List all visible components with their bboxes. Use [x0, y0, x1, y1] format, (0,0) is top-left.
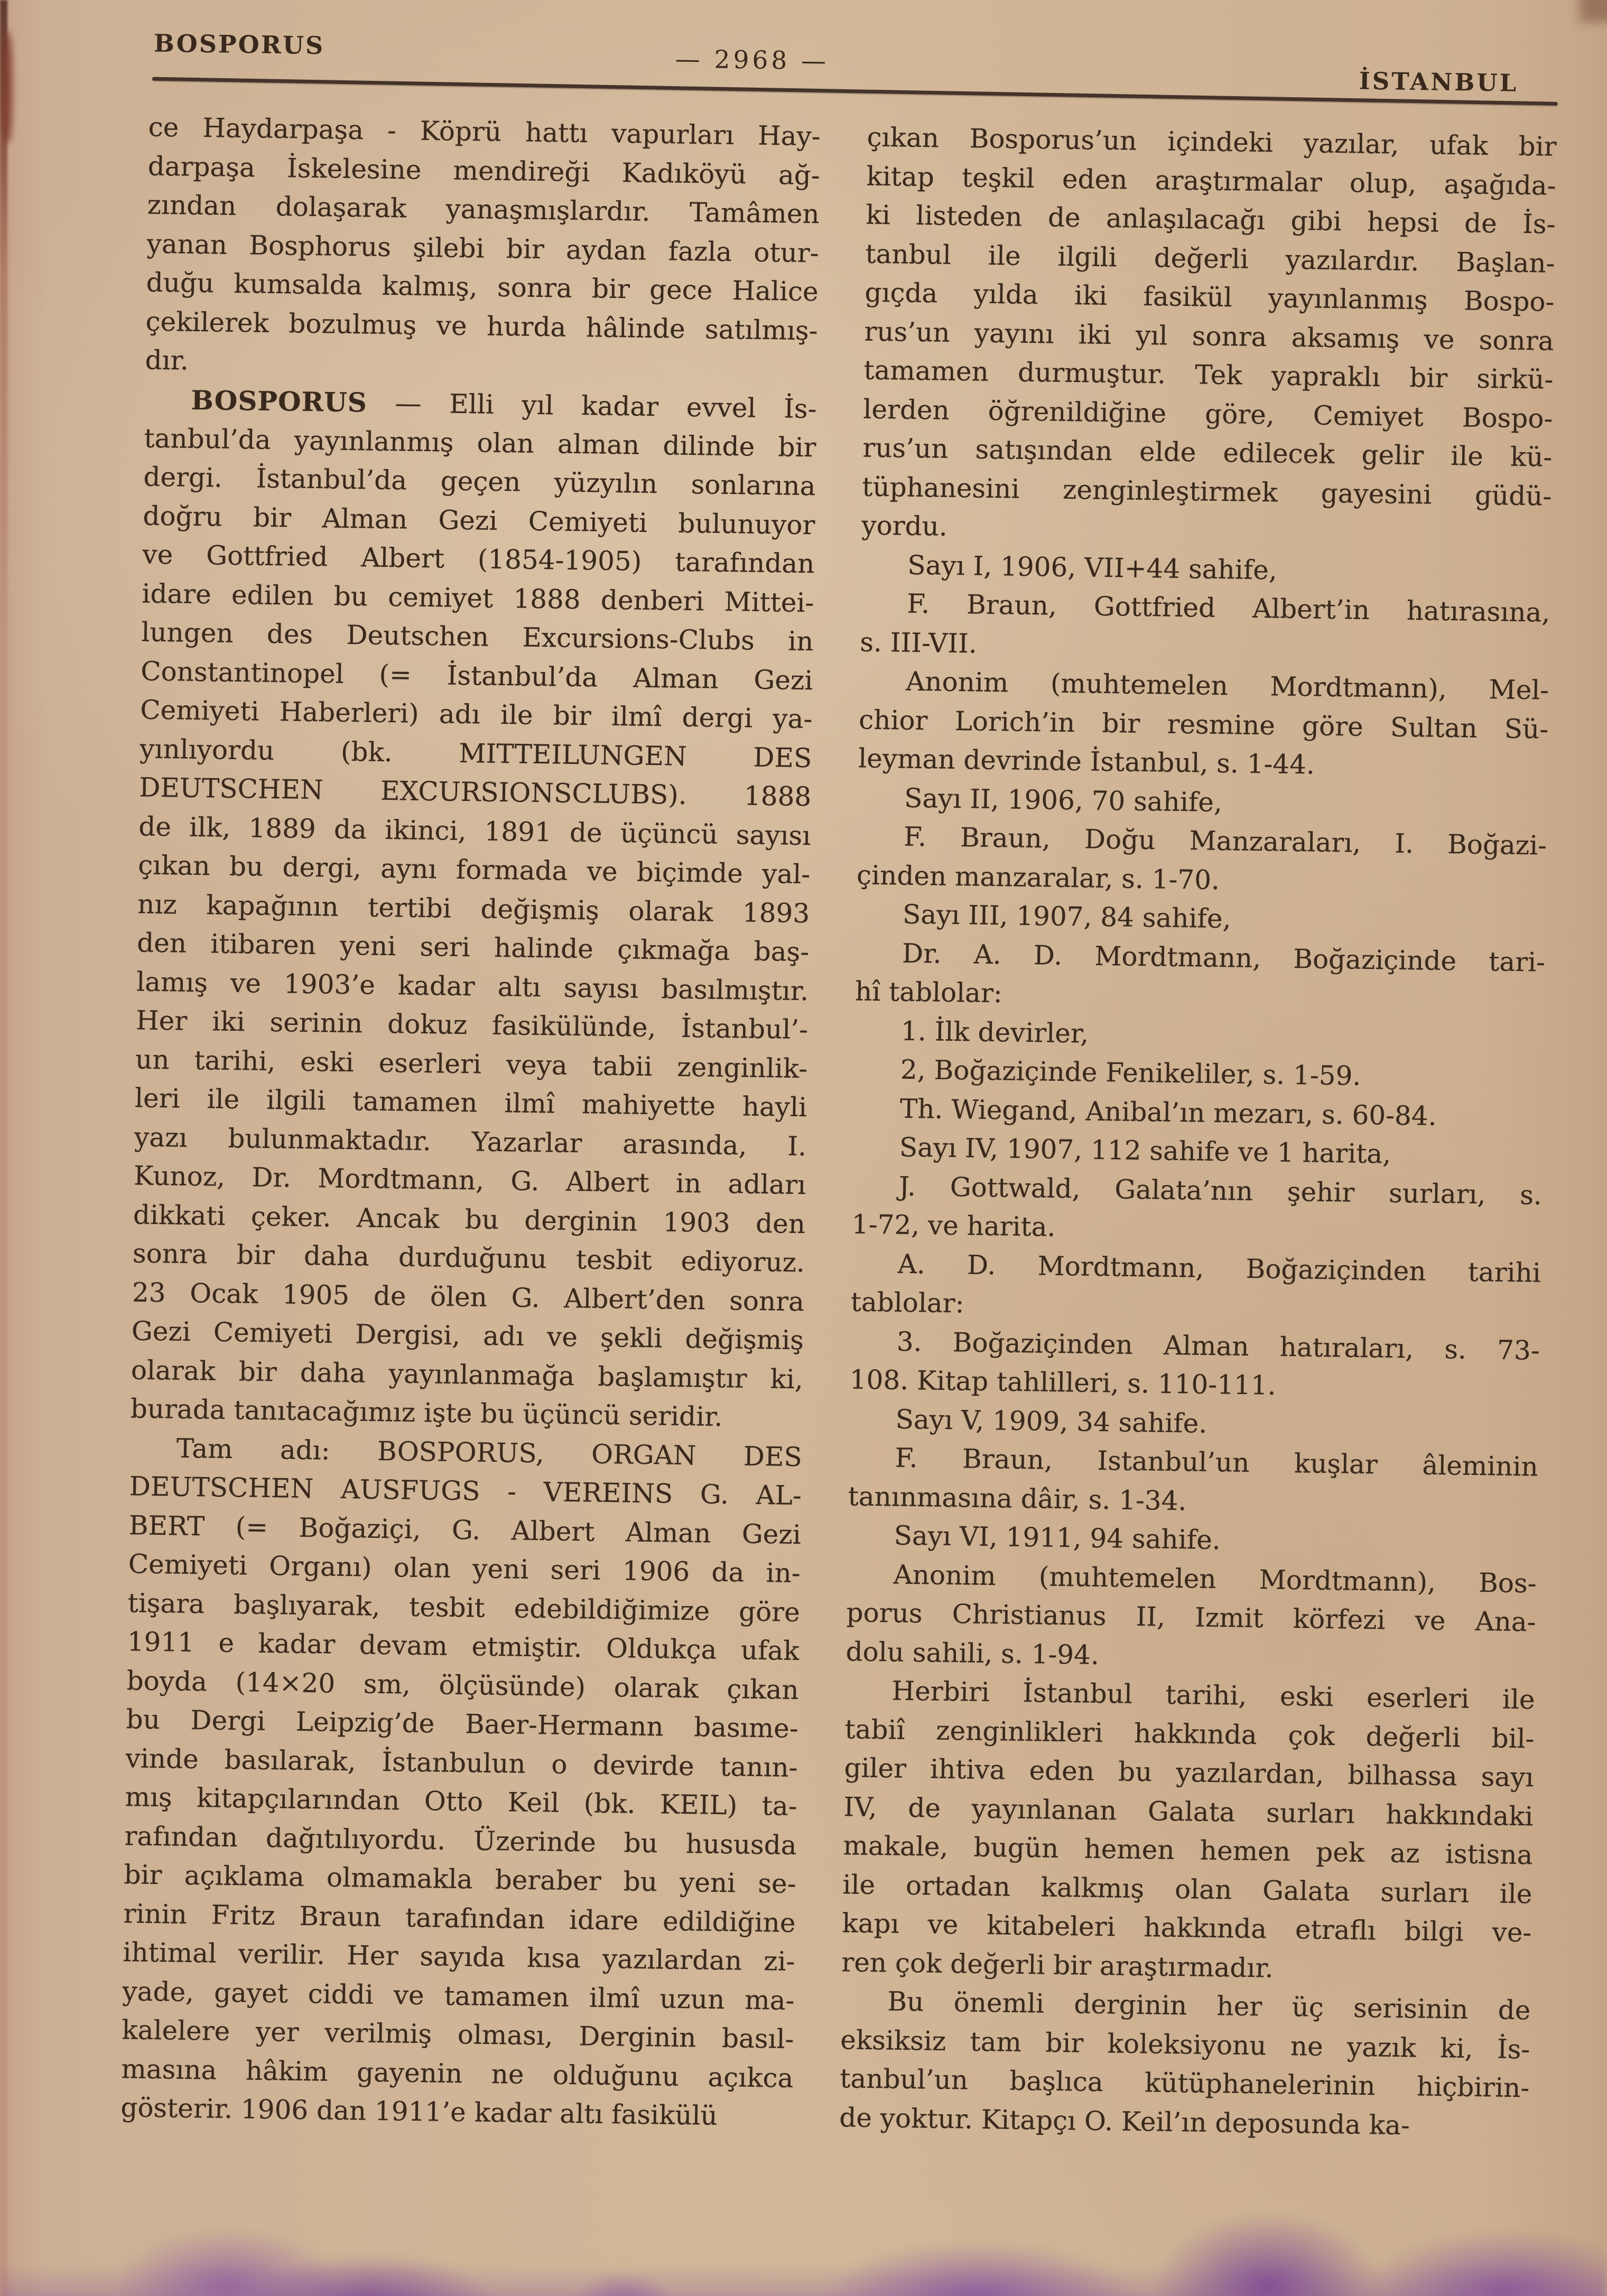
text-line: olarak bir daha yayınlanmağa başlamıştır ki,	[131, 1354, 804, 1395]
text-line: gıçda yılda iki fasikül yayınlanmış Bospo-	[865, 277, 1555, 318]
text-line: yanan Bosphorus şilebi bir aydan fazla otur-	[146, 228, 819, 268]
text-line: tişara başlıyarak, tesbit edebildiğimize göre	[127, 1587, 801, 1628]
text-line: bir açıklama olmamakla beraber bu yeni se-	[124, 1859, 796, 1899]
text-line: çekilerek bozulmuş ve hurda hâlinde satılmış-	[145, 306, 818, 346]
text-line: masına hâkim gayenin ne olduğunu açıkca	[121, 2053, 794, 2094]
text-line: ce Haydarpaşa - Köprü hattı vapurları Hay-	[148, 111, 821, 152]
text-line: tanbul’da yayınlanmış olan alman dilinde bir	[144, 422, 816, 463]
text-line: idare edilen bu cemiyet 1888 denberi Mittei-	[142, 577, 814, 618]
text-line: doğru bir Alman Gezi Cemiyeti bulunuyor	[143, 500, 815, 540]
text-line: Sayı II, 1906, 70 sahife,	[904, 782, 1223, 818]
column-left	[120, 108, 821, 2137]
text-line: Cemiyeti Organı) olan yeni seri 1906 da in-	[128, 1548, 801, 1589]
text-line: çıkan Bosporus’un içindeki yazılar, ufak bir	[867, 122, 1557, 162]
text-line: darpaşa İskelesine mendireği Kadıköyü ağ-	[147, 151, 821, 191]
text-line: de ilk, 1889 da ikinci, 1891 de üçüncü sayısı	[138, 810, 811, 851]
text-line: rafından dağıtılıyordu. Üzerinde bu hususda	[124, 1820, 797, 1861]
page-number: — 2968 —	[675, 44, 830, 76]
text-line: tamamen durmuştur. Tek yapraklı bir sirkü-	[863, 354, 1554, 395]
text-line: ile ortadan kalkmış olan Galata surları ile	[842, 1869, 1532, 1909]
text-line: Dr. A. D. Mordtmann, Boğaziçinde tari-	[902, 938, 1546, 978]
text-line: lerden öğrenildiğine göre, Cemiyet Bospo-	[863, 393, 1553, 434]
text-line: s. III-VII.	[859, 626, 978, 659]
text-line: ren çok değerli bir araştırmadır.	[841, 1946, 1274, 1984]
text-line: eksiksiz tam bir koleksiyonu ne yazık ki, İs-	[840, 2024, 1530, 2065]
text-line: J. Gottwald, Galata’nın şehir surları, s.	[898, 1171, 1543, 1211]
text-line: Her iki serinin dokuz fasikülünde, İstanbul’-	[135, 1005, 809, 1046]
top-right-corner-shadow	[1580, 0, 1607, 22]
text-line: Sayı V, 1909, 34 sahife.	[895, 1404, 1207, 1439]
text-line: 1. İlk devirler,	[900, 1015, 1089, 1049]
text-line: giler ihtiva eden bu yazılardan, bilhassa sayı	[844, 1752, 1534, 1793]
text-line: nız kapağının tertibi değişmiş olarak 1893	[137, 888, 810, 929]
text-line: Th. Wiegand, Anibal’ın mezarı, s. 60-84.	[899, 1093, 1437, 1132]
text-line: tablolar:	[850, 1286, 964, 1319]
text-line: leyman devrinde İstanbul, s. 1-44.	[858, 743, 1315, 780]
text-line: mış kitapçılarından Otto Keil (bk. KEIL) ta-	[125, 1781, 797, 1822]
text-line: DEUTSCHEN EXCURSIONSCLUBS). 1888	[138, 772, 812, 813]
text-line: Sayı I, 1906, VII+44 sahife,	[907, 549, 1278, 585]
text-line: zından dolaşarak yanaşmışlardır. Tamâmen	[147, 189, 820, 230]
left-edge-red-mark	[2, 32, 13, 143]
text-line: dır.	[145, 344, 189, 376]
running-head-right: İSTANBUL	[1359, 67, 1519, 97]
text-line: kalelere yer verilmiş olması, Derginin basıl-	[122, 2014, 794, 2055]
text-line: F. Braun, Istanbul’un kuşlar âleminin	[895, 1442, 1539, 1482]
text-line: 3. Boğaziçinden Alman hatıraları, s. 73-	[896, 1326, 1540, 1366]
text-line: Anonim (muhtemelen Mordtmann), Bos-	[893, 1559, 1537, 1599]
text-line: 2, Boğaziçinde Fenikeliler, s. 1-59.	[900, 1054, 1361, 1091]
text-line: makale, bugün hemen hemen pek az istisna	[843, 1830, 1533, 1871]
text-line: BERT (= Boğaziçi, G. Albert Alman Gezi	[128, 1509, 802, 1550]
text-line: Bu önemli derginin her üç serisinin de	[887, 1986, 1531, 2026]
text-line: Cemiyeti Haberleri) adı ile bir ilmî dergi ya-	[140, 694, 813, 735]
text-line: bu Dergi Leipzig’de Baer-Hermann basıme-	[126, 1704, 798, 1744]
text-line: duğu kumsalda kalmış, sonra bir gece Halice	[146, 267, 819, 307]
text-line: yade, gayet ciddi ve tamamen ilmî uzun ma-	[122, 1975, 795, 2016]
text-line: çinden manzaralar, s. 1-70.	[856, 859, 1220, 895]
text-line: 1911 e kadar devam etmiştir. Oldukça ufak	[127, 1626, 800, 1667]
text-line: ki listeden de anlaşılacağı gibi hepsi de İs-	[866, 199, 1556, 240]
text-line: Gezi Cemiyeti Dergisi, adı ve şekli değişmiş	[131, 1315, 804, 1356]
text-line: 1-72, ve harita.	[851, 1209, 1056, 1243]
text-line: IV, de yayınlanan Galata surları hakkındaki	[843, 1791, 1534, 1832]
left-edge-shadow	[0, 0, 7, 2296]
text-line: tüphanesini zenginleştirmek gayesini güdü-	[862, 471, 1552, 512]
text-line: Constantinopel (= İstanbul’da Alman Gezi	[141, 655, 813, 696]
text-line: rus’un satışından elde edilecek gelir ile kü-	[862, 432, 1553, 473]
text-line: sonra bir daha durduğunu tesbit ediyoruz.	[132, 1238, 805, 1278]
text-line: leri ile ilgili tamamen ilmî mahiyette hayli	[134, 1082, 807, 1123]
text-line: Kunoz, Dr. Mordtmann, G. Albert in adları	[133, 1160, 806, 1201]
purple-ink-stain	[0, 2174, 1607, 2296]
text-columns	[120, 108, 1557, 2147]
text-line: kitap teşkil eden araştırmalar olup, aşağıda-	[866, 161, 1556, 201]
text-line: rinin Fritz Braun tarafından idare edildiğine	[123, 1898, 796, 1938]
text-line: ihtimal verilir. Her sayıda kısa yazılardan zi-	[123, 1937, 795, 1977]
text-line: chior Lorich’in bir resmine göre Sultan Sü-	[858, 704, 1549, 745]
text-line: kapı ve kitabeleri hakkında etraflı bilgi ve-	[842, 1908, 1532, 1948]
text-line: dikkati çeker. Ancak bu derginin 1903 den	[133, 1199, 806, 1239]
text-line: Sayı IV, 1907, 112 sahife ve 1 harita,	[899, 1132, 1391, 1170]
text-line: tanbul ile ilgili değerli yazılardır. Başlan-	[865, 238, 1555, 279]
text-line: tanınmasına dâir, s. 1-34.	[848, 1480, 1187, 1516]
text-line: A. D. Mordtmann, Boğaziçinden tarihi	[897, 1248, 1541, 1289]
text-line: lungen des Deutschen Excursions-Clubs in	[141, 617, 814, 657]
text-line: hî tablolar:	[854, 976, 1003, 1009]
text-line: lamış ve 1903’e kadar altı sayısı basılmıştır.	[136, 966, 809, 1006]
text-line: dergi. İstanbul’da geçen yüzyılın sonlarına	[143, 461, 816, 502]
text-line: yınlıyordu (bk. MITTEILUNGEN DES	[139, 733, 812, 773]
text-line: Sayı III, 1907, 84 sahife,	[902, 899, 1231, 935]
text-line: porus Christianus II, Izmit körfezi ve Ana-	[846, 1597, 1536, 1638]
text-line: un tarihi, eski eserleri veya tabii zenginlik-	[135, 1043, 808, 1084]
text-line: F. Braun, Gottfried Albert’in hatırasına,	[906, 588, 1550, 628]
text-line: yazı bulunmaktadır. Yazarlar arasında, I.	[134, 1121, 807, 1162]
text-line: 108. Kitap tahlilleri, s. 110-111.	[849, 1364, 1276, 1401]
text-line: çıkan bu dergi, aynı formada ve biçimde yal-	[137, 850, 811, 890]
text-line: boyda (14×20 sm, ölçüsünde) olarak çıkan	[126, 1665, 800, 1705]
column-right	[839, 118, 1557, 2147]
text-line: Sayı VI, 1911, 94 sahife.	[894, 1520, 1221, 1556]
text-line: burada tanıtacağımız işte bu üçüncü seridir.	[130, 1393, 723, 1432]
text-line: Herbiri İstanbul tarihi, eski eserleri ile	[891, 1675, 1535, 1715]
text-line: DEUTSCHEN AUSFUGS - VEREINS G. AL-	[129, 1471, 802, 1511]
text-line: yordu.	[861, 510, 948, 542]
text-line: rus’un yayını iki yıl sonra aksamış ve sonra	[864, 316, 1554, 357]
header-rule	[152, 77, 1558, 106]
running-head-left: BOSPORUS	[153, 29, 325, 60]
text-line: F. Braun, Doğu Manzaraları, I. Boğazi-	[903, 821, 1547, 861]
text-line: Anonim (muhtemelen Mordtmann), Mel-	[905, 666, 1549, 706]
text-line: tanbul’un başlıca kütüphanelerinin hiçbirin-	[839, 2063, 1530, 2104]
text-line: 23 Ocak 1905 de ölen G. Albert’den sonra	[132, 1276, 805, 1317]
text-line: den itibaren yeni seri halinde çıkmağa baş-	[136, 927, 810, 968]
text-line: gösterir. 1906 dan 1911’e kadar altı fasikülü	[120, 2092, 718, 2131]
text-line: vinde basılarak, İstanbulun o devirde tanın-	[125, 1742, 798, 1783]
text-line: dolu sahili, s. 1-94.	[846, 1636, 1100, 1670]
text-line: Tam adı: BOSPORUS, ORGAN DES	[176, 1433, 803, 1472]
text-line: de yoktur. Kitapçı O. Keil’ın deposunda ka-	[839, 2102, 1410, 2141]
text-line: tabiî zenginlikleri hakkında çok değerli bil-	[844, 1713, 1535, 1754]
text-line: BOSPORUS — Elli yıl kadar evvel İs-	[191, 384, 817, 424]
text-line: ve Gottfried Albert (1854-1905) tarafından	[142, 539, 815, 580]
